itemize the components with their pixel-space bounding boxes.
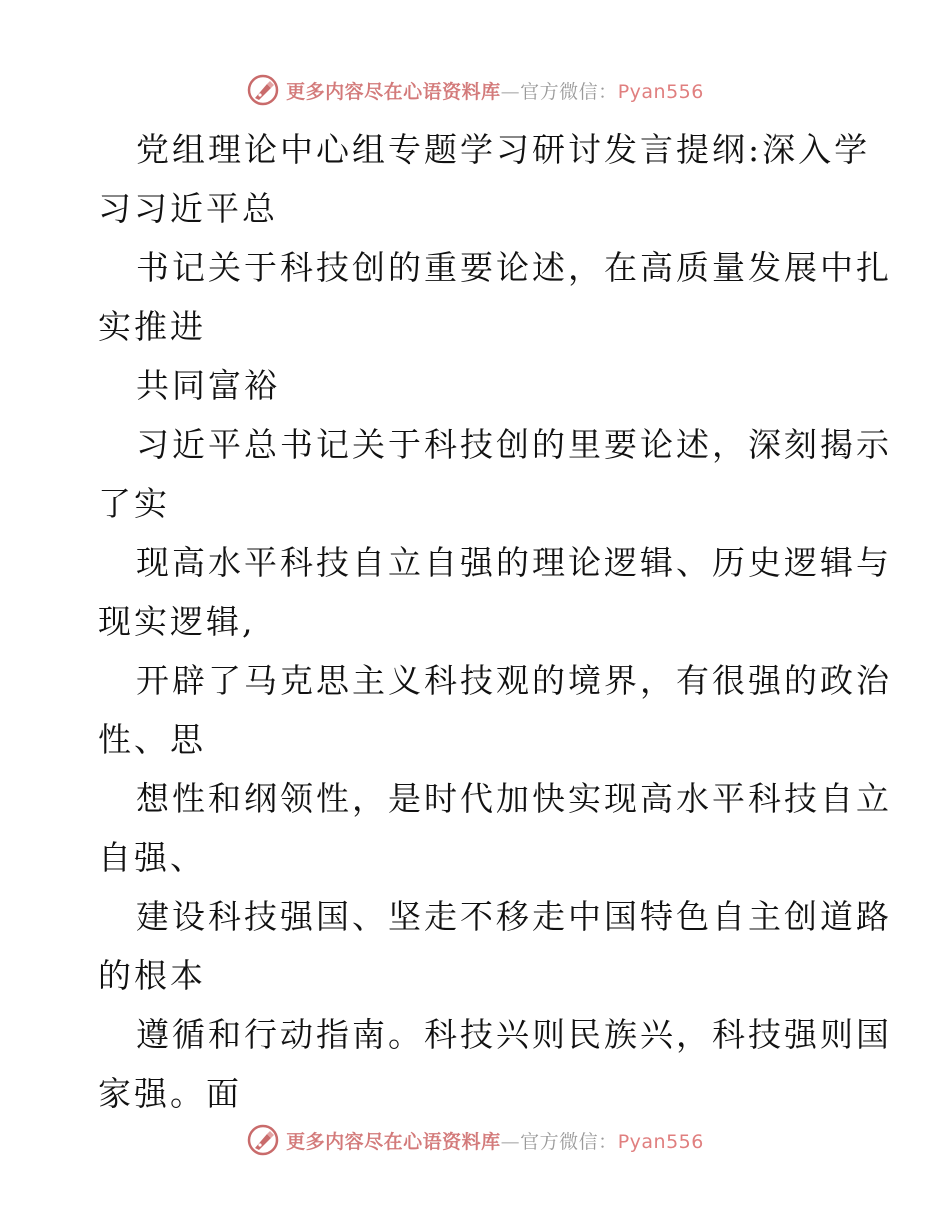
- watermark-official-label: 官方微信：: [520, 80, 618, 103]
- document-line: 想性和纲领性，是时代加快实现高水平科技自立: [136, 779, 892, 818]
- watermark-wechat-id: Pyan556: [617, 80, 704, 103]
- watermark-separator: —: [500, 80, 521, 103]
- document-line: 的根本: [98, 956, 206, 995]
- document-line: 习习近平总: [98, 189, 278, 228]
- watermark-separator: —: [500, 1130, 521, 1153]
- document-line: 自强、: [98, 838, 206, 877]
- watermark-site-text: 更多内容尽在心语资料库: [286, 80, 501, 103]
- document-line: 遵循和行动指南。科技兴则民族兴，科技强则国: [136, 1015, 892, 1054]
- document-line: 现实逻辑,: [98, 602, 256, 641]
- watermark-official-label: 官方微信：: [520, 1130, 618, 1153]
- document-line: 开辟了马克思主义科技观的境界，有很强的政治: [136, 661, 892, 700]
- document-line: 党组理论中心组专题学习研讨发言提纲:深入学: [136, 130, 871, 169]
- footer-watermark: [0, 1120, 950, 1160]
- document-line: 了实: [98, 484, 170, 523]
- document-line: 共同富裕: [136, 366, 280, 405]
- document-line: 书记关于科技创的重要论述，在高质量发展中扎: [136, 248, 892, 287]
- document-line: 家强。面: [98, 1074, 242, 1113]
- document-line: 性、思: [98, 720, 206, 759]
- header-watermark: [0, 70, 950, 110]
- document-line: 建设科技强国、坚走不移走中国特色自主创道路: [136, 897, 892, 936]
- pen-nib-logo-icon: [246, 73, 280, 107]
- pen-nib-logo-icon: [246, 1123, 280, 1157]
- document-line: 习近平总书记关于科技创的里要论述，深刻揭示: [136, 425, 892, 464]
- document-line: 实推进: [98, 307, 206, 346]
- watermark-site-text: 更多内容尽在心语资料库: [286, 1130, 501, 1153]
- watermark-wechat-id: Pyan556: [617, 1130, 704, 1153]
- document-line: 现高水平科技自立自强的理论逻辑、历史逻辑与: [136, 543, 892, 582]
- document-body: [98, 120, 892, 1123]
